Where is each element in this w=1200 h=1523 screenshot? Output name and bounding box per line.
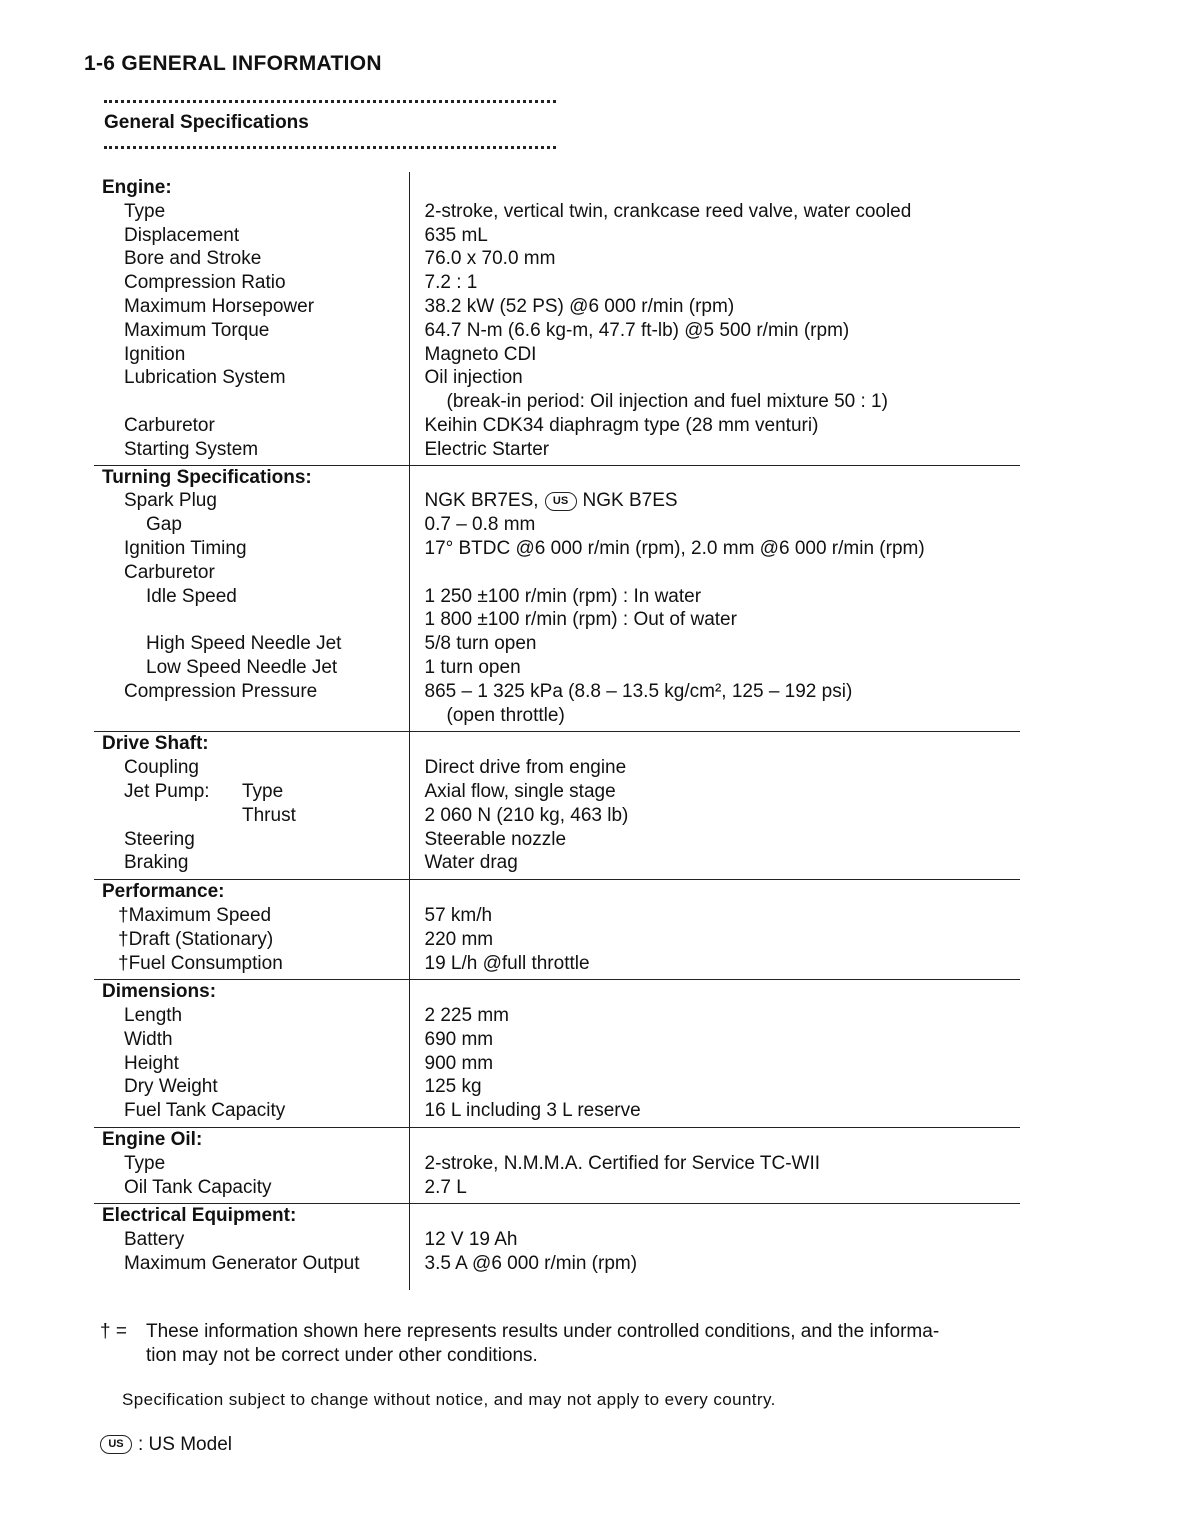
spec-value: 76.0 x 70.0 mm <box>424 248 556 270</box>
spacer <box>425 732 1021 756</box>
spec-label: Steering <box>124 828 195 850</box>
spec-value: 2 225 mm <box>424 1005 509 1027</box>
engine-oil-labels <box>94 1128 409 1200</box>
spec-label: Maximum Horsepower <box>124 295 315 317</box>
spec-label: †Maximum Speed <box>118 904 272 926</box>
spec-label: Length <box>124 1005 183 1027</box>
spec-value: 2-stroke, vertical twin, crankcase reed valve, water cooled <box>424 200 912 222</box>
spec-value: 900 mm <box>424 1052 494 1074</box>
spec-value: Electric Starter <box>424 438 550 460</box>
spec-value: 3.5 A @6 000 r/min (rpm) <box>424 1253 638 1275</box>
group-header: Electrical Equipment: <box>102 1205 297 1227</box>
spec-label: Braking <box>124 852 189 874</box>
spacer <box>425 561 1021 585</box>
spec-label: Dry Weight <box>124 1076 218 1098</box>
spec-label: †Fuel Consumption <box>118 952 283 974</box>
dotted-rule-bottom <box>104 146 556 149</box>
drive-shaft-labels <box>94 732 409 875</box>
group-header: Engine Oil: <box>102 1129 203 1151</box>
us-model-badge-icon: US <box>545 492 577 511</box>
spec-label: Maximum Generator Output <box>124 1253 360 1275</box>
spec-value: 220 mm <box>424 928 494 950</box>
spacer <box>425 176 1021 200</box>
spec-label: Maximum Torque <box>124 319 270 341</box>
engine-labels <box>94 172 409 462</box>
spec-value: Keihin CDK34 diaphragm type (28 mm venturi) <box>424 414 819 436</box>
spec-value: Direct drive from engine <box>424 757 627 779</box>
spec-label: Height <box>124 1052 179 1074</box>
spec-value: 2.7 L <box>424 1176 467 1198</box>
spec-label: Type <box>124 200 166 222</box>
dotted-rule-top <box>104 100 556 103</box>
spec-label: Fuel Tank Capacity <box>124 1100 286 1122</box>
spec-label: Lubrication System <box>124 367 286 389</box>
spec-value: 16 L including 3 L reserve <box>424 1100 641 1122</box>
spec-label: Spark Plug <box>124 490 217 512</box>
legend <box>100 1434 232 1456</box>
spec-label: High Speed Needle Jet <box>146 633 342 655</box>
spec-value: 17° BTDC @6 000 r/min (rpm), 2.0 mm @6 000 r/min (rpm) <box>424 537 925 559</box>
spacer <box>425 1128 1021 1152</box>
spec-value: 2-stroke, N.M.M.A. Certified for Service TC-WII <box>424 1152 821 1174</box>
spec-value: 19 L/h @full throttle <box>424 952 590 974</box>
footnote-line-1: These information shown here represents results under controlled conditions, and the informa- <box>146 1321 940 1342</box>
spec-label: Compression Pressure <box>124 680 318 702</box>
spec-value: NGK B7ES <box>582 490 678 512</box>
spec-label: Low Speed Needle Jet <box>146 656 338 678</box>
spec-value: 12 V 19 Ah <box>424 1229 518 1251</box>
group-header: Engine: <box>102 177 172 198</box>
performance-values <box>409 880 1020 976</box>
spec-label: Ignition <box>124 343 186 365</box>
spec-label: Gap <box>146 514 182 536</box>
spec-label: Carburetor <box>124 561 215 583</box>
drive-shaft-values <box>409 732 1020 875</box>
turning-values <box>409 465 1020 727</box>
spec-value: 635 mL <box>424 224 488 246</box>
disclaimer: Specification subject to change without notice, and may not apply to every country. <box>122 1390 776 1409</box>
engine-oil-values <box>409 1128 1020 1200</box>
spacer <box>425 880 1021 904</box>
group-header: Dimensions: <box>102 981 217 1003</box>
group-header: Drive Shaft: <box>102 733 209 755</box>
spacer <box>102 704 409 728</box>
spec-value: 2 060 N (210 kg, 463 lb) <box>424 804 629 826</box>
spec-value: 64.7 N-m (6.6 kg-m, 47.7 ft-lb) @5 500 r/min (rpm) <box>424 319 850 341</box>
group-dimensions <box>94 980 1020 1123</box>
spacer <box>102 608 409 632</box>
spec-label: Carburetor <box>124 414 215 436</box>
spec-label: Compression Ratio <box>124 272 286 294</box>
spacer <box>102 390 409 414</box>
spec-value: 125 kg <box>424 1076 482 1098</box>
group-engine-oil <box>94 1128 1020 1200</box>
spec-table <box>94 172 1020 1290</box>
footnote-line-2: tion may not be correct under other conditions. <box>146 1345 538 1366</box>
group-header: Turning Specifications: <box>102 466 312 488</box>
spec-label: Jet Pump: <box>124 780 210 802</box>
spec-label: Bore and Stroke <box>124 248 262 270</box>
spacer <box>425 466 1021 490</box>
us-model-badge-icon: US <box>100 1435 132 1454</box>
performance-labels <box>94 880 409 976</box>
spec-label: Coupling <box>124 757 199 779</box>
spacer <box>425 1204 1021 1228</box>
spec-value: Water drag <box>424 852 518 874</box>
spec-sublabel: Thrust <box>242 804 296 826</box>
group-engine <box>94 172 1020 462</box>
spec-label: Idle Speed <box>146 585 237 607</box>
turning-labels <box>94 465 409 727</box>
legend-text: : US Model <box>138 1434 232 1455</box>
spec-sublabel: Type <box>242 780 284 802</box>
spec-value: Steerable nozzle <box>424 828 567 850</box>
spec-value: 38.2 kW (52 PS) @6 000 r/min (rpm) <box>424 295 735 317</box>
spec-label: Battery <box>124 1229 185 1251</box>
spec-value: 690 mm <box>424 1028 494 1050</box>
group-turning <box>94 465 1020 727</box>
dagger-mark: † = <box>100 1321 127 1342</box>
spec-label: †Draft (Stationary) <box>118 928 274 950</box>
electrical-labels <box>94 1204 409 1290</box>
spec-value-note: (open throttle) <box>446 704 565 726</box>
spec-value: 1 800 ±100 r/min (rpm) : Out of water <box>424 609 737 631</box>
spec-label: Width <box>124 1028 173 1050</box>
spec-value-note: (break-in period: Oil injection and fuel mixture 50 : 1) <box>446 391 888 413</box>
group-drive-shaft <box>94 732 1020 875</box>
spec-label: Oil Tank Capacity <box>124 1176 272 1198</box>
spec-value: 0.7 – 0.8 mm <box>424 514 536 536</box>
jet-pump-label <box>102 780 409 804</box>
section-title: General Specifications <box>104 112 309 133</box>
spec-value: 57 km/h <box>424 904 493 926</box>
electrical-values <box>409 1204 1020 1290</box>
spec-label: Starting System <box>124 438 259 460</box>
spec-value: Oil injection <box>424 367 523 389</box>
dimensions-labels <box>94 980 409 1123</box>
spec-label: Ignition Timing <box>124 537 247 559</box>
spec-value: 1 250 ±100 r/min (rpm) : In water <box>424 585 702 607</box>
spec-value: 1 turn open <box>424 656 521 678</box>
group-performance <box>94 880 1020 976</box>
group-header: Performance: <box>102 881 225 903</box>
spec-value: Magneto CDI <box>424 343 537 365</box>
spec-label: Type <box>124 1152 166 1174</box>
spec-value: 7.2 : 1 <box>424 272 478 294</box>
spark-plug-value <box>425 489 1021 513</box>
engine-values <box>409 172 1020 462</box>
spec-value: 865 – 1 325 kPa (8.8 – 13.5 kg/cm², 125 – 192 psi) <box>424 680 853 702</box>
group-electrical <box>94 1204 1020 1290</box>
spacer <box>425 980 1021 1004</box>
footnote <box>100 1320 1030 1368</box>
spec-value: Axial flow, single stage <box>424 780 616 802</box>
spec-value: 5/8 turn open <box>424 633 537 655</box>
thrust-label <box>102 804 409 828</box>
spec-value: NGK BR7ES, <box>424 490 539 512</box>
spec-label: Displacement <box>124 224 240 246</box>
dimensions-values <box>409 980 1020 1123</box>
page-header: 1-6 GENERAL INFORMATION <box>84 52 382 75</box>
